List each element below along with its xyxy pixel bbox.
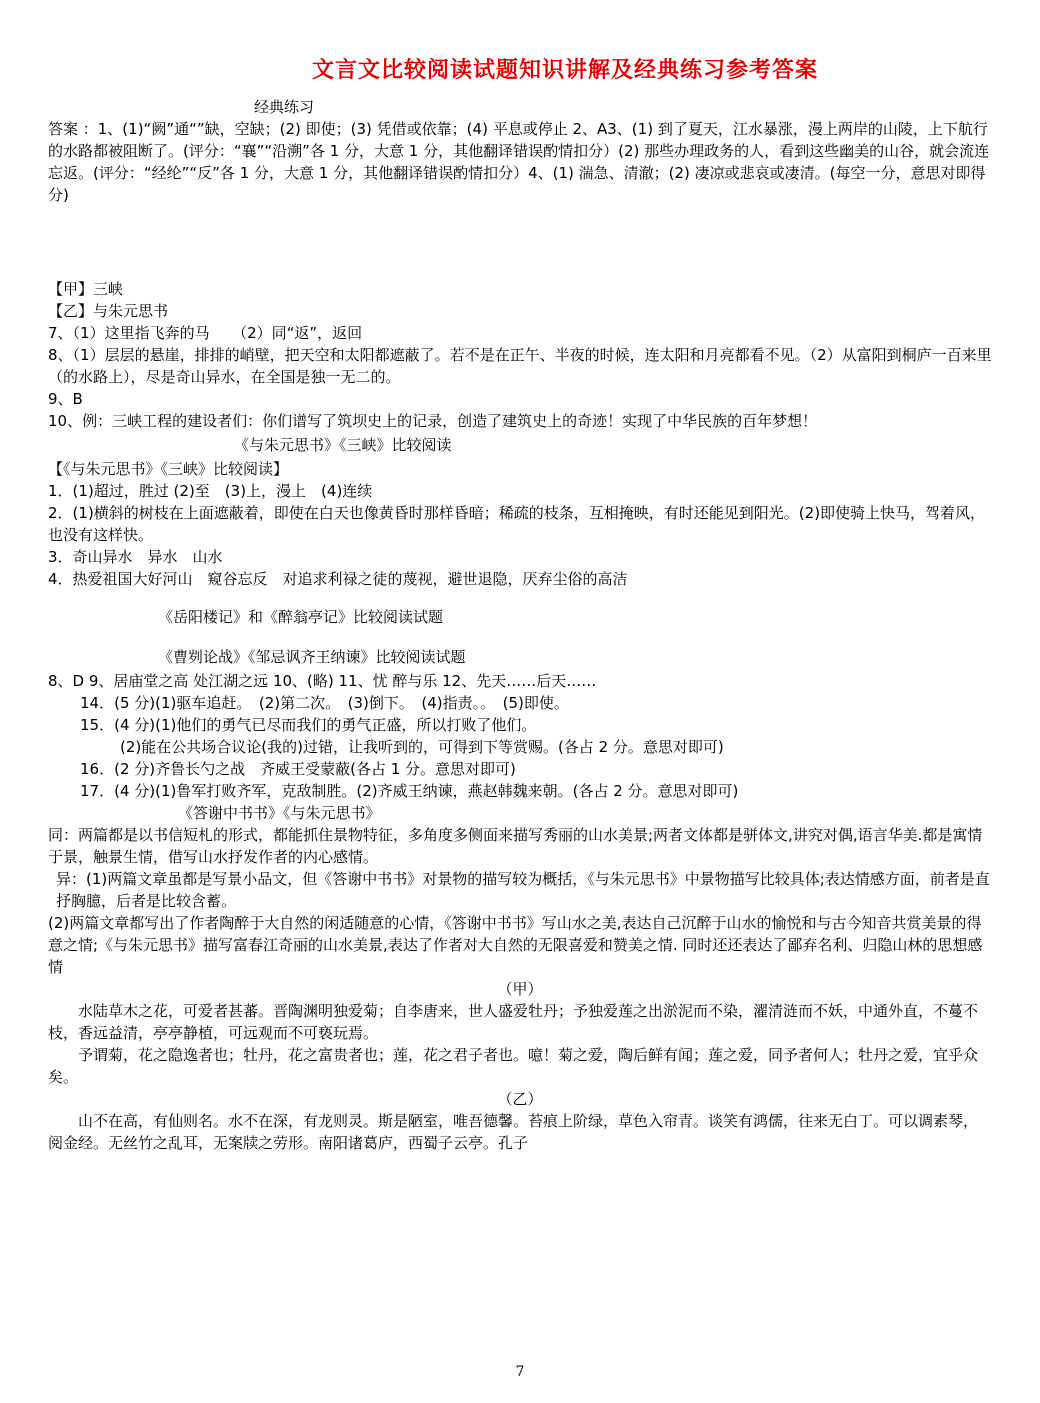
answer-q8: 8、（1）层层的悬崖，排排的峭壁，把天空和太阳都遮蔽了。若不是在正午、半夜的时候，连太阳和月亮都看不见。（2）从富阳到桐庐一百来里（的水路上），尽是奇山异水，在全国是独一无二的。 [48, 346, 992, 386]
answer-paragraph-1: 答案 ：1、(1)“阙”通“”缺，空缺；(2) 即使；(3) 凭借或依靠；(4) 平息或停止 2、A3、(1) 到了夏天，江水暴涨，漫上两岸的山陵，上下航行的水路都被阻断了。(评分：“襄”“沿溯”各 1 分，大意 1 分，其他翻译错误酌情扣分）(2) 那些办理政务的人，看到这些幽美的山谷，就会流连忘返。(评分：“经纶”“反”各 1 分，大意 1 分，其他翻译错误酌情扣分）4、(1) 湍急、清澈；(2) 凄凉或悲哀或凄清。(每空一分，意思对即得分) [48, 120, 990, 204]
section-heading-comparison: 《与朱元思书》《三峡》比较阅读 [234, 436, 452, 454]
comparison-diff-1: 异：(1)两篇文章虽都是写景小品文，但《答谢中书书》对景物的描写较为概括，《与朱元思书》中景物描写比较具体;表达情感方面，前者是直抒胸臆，后者是比较含蓄。 [56, 870, 990, 910]
answer-q16: 16．(2 分)齐鲁长勺之战 齐威王受蒙蔽(各占 1 分。意思对即可) [80, 760, 516, 778]
document-title: 文言文比较阅读试题知识讲解及经典练习参考答案 [311, 58, 818, 83]
answer-q17: 17．(4 分)(1)鲁军打败齐军，克敌制胜。(2)齐威王纳谏，燕赵韩魏来朝。(各占 2 分。意思对即可) [80, 782, 739, 800]
answer-q8-12: 8、D 9、居庙堂之高 处江湖之远 10、(略) 11、忧 醉与乐 12、先天……后天…… [48, 672, 597, 690]
text-yi-paragraph-1: 山不在高，有仙则名。水不在深，有龙则灵。斯是陋室，唯吾德馨。苔痕上阶绿，草色入帘青。谈笑有鸿儒，往来无白丁。可以调素琴，阅金经。无丝竹之乱耳，无案牍之劳形。南阳诸葛庐，西蜀子云亭。孔子 [48, 1112, 979, 1152]
label-jia-sanxia: 【甲】三峡 [48, 280, 124, 298]
answer-item-4: 4．热爱祖国大好河山 窥谷忘反 对追求利禄之徒的蔑视，避世退隐，厌弃尘俗的高洁 [48, 570, 628, 588]
section-heading-caogui: 《曹刿论战》《邹忌讽齐王纳谏》比较阅读试题 [158, 648, 466, 666]
section-heading-daxie: 《答谢中书书》《与朱元思书》 [178, 804, 381, 822]
comparison-same: 同：两篇都是以书信短札的形式，都能抓住景物特征，多角度多侧面来描写秀丽的山水美景;两者文体都是骈体文,讲究对偶,语言华美.都是寓情于景，触景生情，借写山水抒发作者的内心感情。 [48, 826, 983, 866]
answer-item-1: 1．(1)超过，胜过 (2)至 (3)上，漫上 (4)连续 [48, 482, 373, 500]
subheading-classic-practice: 经典练习 [254, 98, 315, 116]
comparison-diff-2: (2)两篇文章都写出了作者陶醉于大自然的闲适随意的心情，《答谢中书书》写山水之美,表达自己沉醉于山水的愉悦和与古今知音共赏美景的得意之情;《与朱元思书》描写富春江奇丽的山水美景,表达了作者对大自然的无限喜爱和赞美之情. 同时还还表达了鄙弃名利、归隐山林的思想感情 [48, 914, 983, 976]
text-label-jia: （甲） [497, 980, 543, 998]
answer-q7: 7、（1）这里指飞奔的马 （2）同“返”，返回 [48, 324, 363, 342]
answer-q14: 14．(5 分)(1)驱车追赶。 (2)第二次。 (3)倒下。 (4)指责。。 (5)即使。 [80, 694, 569, 712]
text-jia-paragraph-1: 水陆草木之花，可爱者甚蕃。晋陶渊明独爱菊；自李唐来，世人盛爱牡丹；予独爱莲之出淤泥而不染，濯清涟而不妖，中通外直，不蔓不枝，香远益清，亭亭静植，可远观而不可亵玩焉。 [48, 1002, 979, 1042]
label-yi-yuzhuyuansishu: 【乙】与朱元思书 [48, 302, 169, 320]
text-label-yi: （乙） [497, 1090, 543, 1108]
answer-q9: 9、B [48, 390, 83, 408]
answer-item-2: 2．(1)横斜的树枝在上面遮蔽着，即使在白天也像黄昏时那样昏暗；稀疏的枝条，互相掩映，有时还能见到阳光。(2)即使骑上快马，驾着风，也没有这样快。 [48, 504, 986, 544]
section-heading-yueyanglou: 《岳阳楼记》和《醉翁亭记》比较阅读试题 [158, 608, 444, 626]
page-number: 7 [515, 1364, 525, 1380]
answer-q10: 10、例：三峡工程的建设者们：你们谱写了筑坝史上的记录，创造了建筑史上的奇迹！实现了中华民族的百年梦想！ [48, 412, 818, 430]
text-jia-paragraph-2: 予谓菊，花之隐逸者也；牡丹，花之富贵者也；莲，花之君子者也。噫！菊之爱，陶后鲜有闻；莲之爱，同予者何人；牡丹之爱，宜乎众矣。 [48, 1046, 979, 1086]
answer-item-3: 3．奇山异水 异水 山水 [48, 548, 223, 566]
section-bracket-heading: 【《与朱元思书》《三峡》比较阅读】 [48, 460, 289, 478]
answer-q15-part2: (2)能在公共场合议论(我的)过错，让我听到的，可得到下等赏赐。(各占 2 分。意思对即可) [120, 738, 724, 756]
answer-q15-part1: 15．(4 分)(1)他们的勇气已尽而我们的勇气正盛，所以打败了他们。 [80, 716, 537, 734]
spacer [48, 590, 992, 604]
spacer [48, 630, 992, 644]
spacer [48, 206, 992, 268]
